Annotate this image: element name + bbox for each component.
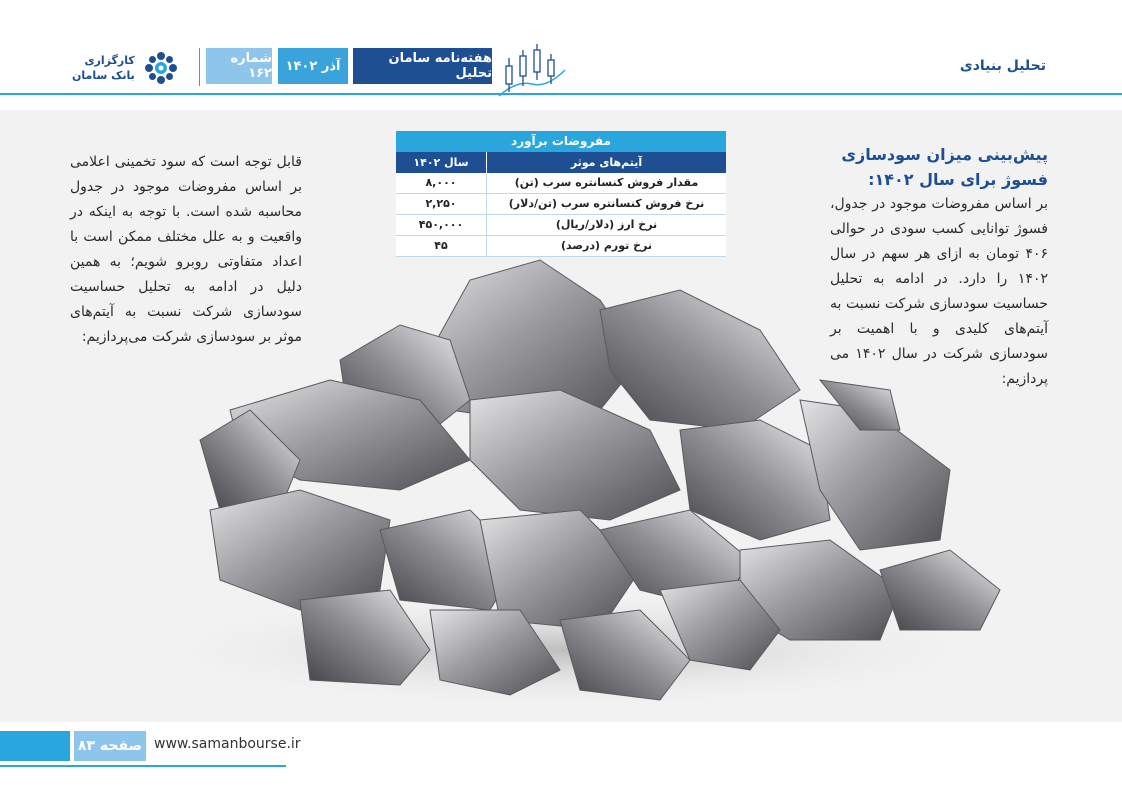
footer-rule	[0, 765, 286, 767]
row-item: نرخ تورم (درصد)	[486, 236, 726, 256]
row-item: مقدار فروش کنسانتره سرب (تن)	[486, 173, 726, 193]
section-title: تحلیل بنیادی	[959, 58, 1046, 74]
newsletter-title: هفته‌نامه سامان تحلیل	[353, 48, 492, 84]
logo-text	[72, 53, 135, 83]
row-value: ۲,۲۵۰	[425, 197, 457, 210]
table-header-row	[396, 152, 726, 173]
header-rule	[0, 93, 1122, 95]
saman-flower-icon	[141, 48, 181, 88]
row-value: ۴۵۰,۰۰۰	[418, 218, 464, 231]
row-value: ۸,۰۰۰	[425, 176, 457, 189]
logo-line1: کارگزاری	[84, 54, 135, 67]
table-row	[396, 173, 726, 194]
sensitivity-note-paragraph: قابل توجه است که سود تخمینی اعلامی بر اساس مفروضات موجود در جدول محاسبه شده است. با توجه به اینکه در واقعیت و به علل مختلف ممکن است با اعداد متفاوتی روبرو شویم؛ به همین دلیل در ادامه به تحلیل حساسیت سودسازی شرکت نسبت به آیتم‌های موثر بر سودسازی شرکت می‌پردازیم:	[70, 154, 302, 345]
table-row	[396, 236, 726, 257]
issue-number-badge: شماره ۱۶۲	[206, 48, 272, 84]
table-title: مفروضات برآورد	[396, 131, 726, 152]
footer-accent-bar	[0, 731, 70, 761]
issue-month-badge: آذر ۱۴۰۲	[278, 48, 348, 84]
row-value: ۴۵	[434, 239, 448, 252]
column-header-item: آیتم‌های موثر	[486, 152, 726, 173]
website-link[interactable]: www.samanbourse.ir	[154, 736, 301, 752]
page-number: صفحه ۸۳	[74, 731, 146, 761]
logo-line2: بانک سامان	[72, 69, 135, 82]
column-header-value: سال ۱۴۰۲	[413, 156, 469, 169]
header-divider	[199, 48, 200, 86]
candlestick-icon	[497, 40, 567, 100]
row-item: نرخ فروش کنسانتره سرب (تن/دلار)	[486, 194, 726, 214]
table-row	[396, 194, 726, 215]
forecast-heading: پیش‌بینی میزان سودسازی فسوژ برای سال ۱۴۰۲:	[841, 145, 1048, 189]
brokerage-logo	[72, 44, 192, 92]
forecast-paragraph: بر اساس مفروضات موجود در جدول، فسوژ توانایی کسب سودی در حوالی ۴۰۶ تومان به ازای هر سهم در سال ۱۴۰۲ را دارد. در ادامه به تحلیل حساسیت سودسازی شرکت نسبت به آیتم‌های کلیدی و با اهمیت بر سودسازی شرکت در سال ۱۴۰۲ می پردازیم:	[830, 196, 1048, 387]
assumptions-table	[396, 131, 726, 257]
row-item: نرخ ارز (دلار/ریال)	[486, 215, 726, 235]
table-row	[396, 215, 726, 236]
